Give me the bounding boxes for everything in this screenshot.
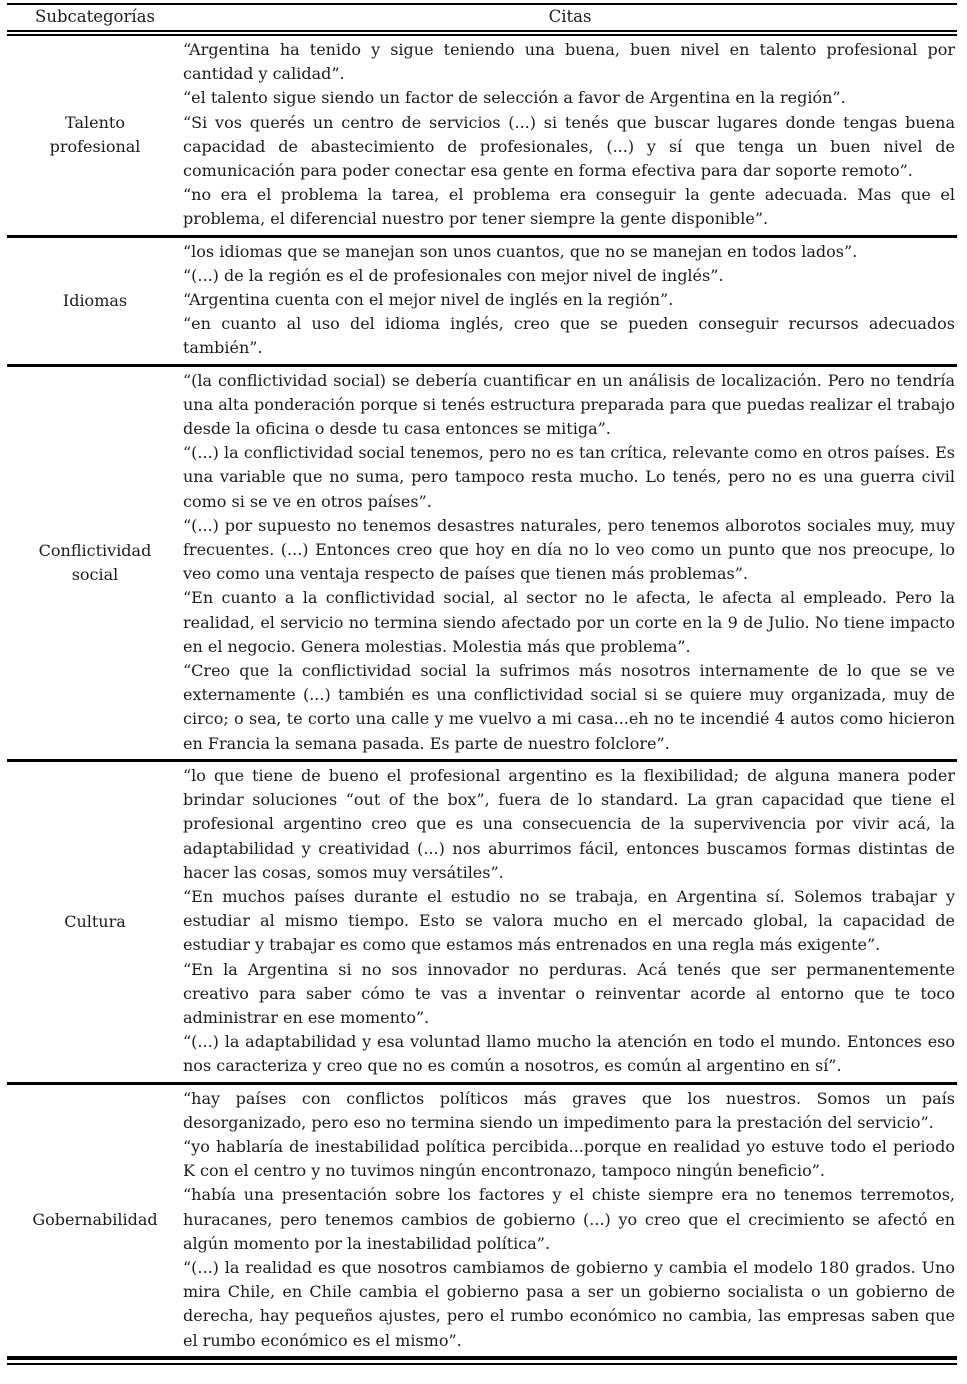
quote-paragraph: “en cuanto al uso del idioma inglés, creo que se pueden conseguir recursos adecuados también”. <box>183 314 955 358</box>
quote-paragraph: “Argentina cuenta con el mejor nivel de inglés en la región”. <box>183 290 674 310</box>
table-row <box>7 1083 957 1358</box>
quotes-column-header: Citas <box>183 4 957 33</box>
subcategory-cell <box>7 365 183 760</box>
quote-paragraph: “el talento sigue siendo un factor de selección a favor de Argentina en la región”. <box>183 88 846 108</box>
subcategory-cell <box>7 1083 183 1358</box>
quote-paragraph: “hay países con conflictos políticos más graves que los nuestros. Somos un país desorganizado, pero eso no termina siendo un impedimento para la prestación del servicio”. <box>183 1088 955 1132</box>
quote-paragraph: “(la conflictividad social) se debería cuantificar en un análisis de localización. Pero no tendría una alta ponderación porque si tenés estructura preparada para que puedas realizar el trabajo desde la oficina o desde tu casa entonces se mitiga”. <box>183 370 955 439</box>
quote-paragraph: “Argentina ha tenido y sigue teniendo una buena, buen nivel en talento profesional por cantidad y calidad”. <box>183 40 955 84</box>
table-row <box>7 33 957 236</box>
quote-paragraph: “había una presentación sobre los factores y el chiste siempre era no tenemos terremotos, huracanes, pero tenemos cambios de gobierno (...) yo creo que el crecimiento se afectó en algún momento por la inestabilidad política”. <box>183 1185 955 1253</box>
quotes-table <box>7 3 957 1360</box>
quote-paragraph: “En cuanto a la conflictividad social, al sector no le afecta, le afecta al empleado. Pero la realidad, el servicio no termina siendo afectado por un corte en la 9 de Julio. No tiene impacto en el negocio. Genera molestias. Molestia más que problema”. <box>183 588 955 656</box>
subcategory-cell <box>7 33 183 236</box>
quotes-cell <box>183 365 957 760</box>
quote-paragraph: “(...) por supuesto no tenemos desastres naturales, pero tenemos alborotos sociales muy, muy frecuentes. (...) Entonces creo que hoy en día no lo veo como un punto que nos preocupe, lo veo como una ventaja respecto de países que tienen más problemas”. <box>183 515 955 584</box>
table-row <box>7 365 957 760</box>
quote-paragraph: “Creo que la conflictividad social la sufrimos más nosotros internamente de lo que se ve externamente (...) también es una conflictividad social si se quiere muy organizada, muy de circo; o sea, te corto una calle y me vuelvo a mi casa...eh no te incendié 4 autos como hicieron en Francia la semana pasada. Es parte de nuestro folclore”. <box>183 661 955 753</box>
quote-paragraph: “En muchos países durante el estudio no se trabaja, en Argentina sí. Solemos trabajar y estudiar al mismo tiempo. Esto se valora mucho en el mercado global, la capacidad de estudiar y trabajar es como que estamos más entrenados en una regla más exigente”. <box>183 886 955 955</box>
table-header-row <box>7 4 957 33</box>
quote-paragraph: “(...) la adaptabilidad y esa voluntad llamo mucho la atención en todo el mundo. Entonces eso nos caracteriza y creo que no es común a nosotros, es común al argentino en sí”. <box>183 1032 955 1076</box>
subcategory-label: Conflictividad social <box>38 540 152 584</box>
table-bottom-rule <box>7 1363 957 1365</box>
quotes-cell <box>183 1083 957 1358</box>
quote-paragraph: “(...) la conflictividad social tenemos, pero no es tan crítica, relevante como en otros países. Es una variable que no suma, pero tampoco resta mucho. Lo tenés, pero no es una guerra civil como si se ve en otros países”. <box>183 443 955 511</box>
subcategory-label: Idiomas <box>62 290 128 310</box>
subcategory-cell <box>7 236 183 365</box>
subcategory-label: Talento profesional <box>49 113 141 157</box>
quote-paragraph: “lo que tiene de bueno el profesional argentino es la flexibilidad; de alguna manera poder brindar soluciones “out of the box”, fuera de lo standard. La gran capacidad que tiene el profesional argentino creo que es una consecuencia de la supervivencia por vivir acá, la adaptabilidad y creatividad (...) nos aburrimos fácil, entonces buscamos formas distintas de hacer las cosas, somos muy versátiles”. <box>183 765 955 882</box>
subcategory-label: Cultura <box>64 911 126 931</box>
table-body <box>7 33 957 1358</box>
quotes-cell <box>183 760 957 1083</box>
quotes-cell <box>183 236 957 365</box>
table-row <box>7 760 957 1083</box>
subcategory-label: Gobernabilidad <box>32 1210 158 1230</box>
quote-paragraph: “(...) la realidad es que nosotros cambiamos de gobierno y cambia el modelo 180 grados. Uno mira Chile, en Chile cambia el gobierno pasa a ser un gobierno socialista o un gobierno de derecha, hay pequeños ajustes, pero el rumbo económico no cambia, las empresas saben que el rumbo económico es el mismo”. <box>183 1257 955 1350</box>
subcategory-cell <box>7 760 183 1083</box>
quote-paragraph: “(...) de la región es el de profesionales con mejor nivel de inglés”. <box>183 265 724 285</box>
subcategory-column-header: Subcategorías <box>7 4 183 33</box>
quote-paragraph: “yo hablaría de inestabilidad política percibida...porque en realidad yo estuve todo el periodo K con el centro y no tuvimos ningún encontronazo, tampoco ningún beneficio”. <box>183 1136 955 1181</box>
quote-paragraph: “los idiomas que se manejan son unos cuantos, que no se manejan en todos lados”. <box>183 241 858 261</box>
table-row <box>7 236 957 365</box>
quote-paragraph: “En la Argentina si no sos innovador no perduras. Acá tenés que ser permanentemente creativo para saber cómo te vas a inventar o reinventar acorde al entorno que te toco administrar en ese momento”. <box>183 959 955 1027</box>
quote-paragraph: “no era el problema la tarea, el problema era conseguir la gente adecuada. Mas que el problema, el diferencial nuestro por tener siempre la gente disponible”. <box>183 185 955 229</box>
quotes-cell <box>183 33 957 236</box>
table-header <box>7 4 957 33</box>
quote-paragraph: “Si vos querés un centro de servicios (...) si tenés que buscar lugares donde tengas buena capacidad de abastecimiento de profesionales, (...) y sí que tenga un buen nivel de comunicación para poder conectar esa gente en forma efectiva para dar soporte remoto”. <box>183 112 955 181</box>
